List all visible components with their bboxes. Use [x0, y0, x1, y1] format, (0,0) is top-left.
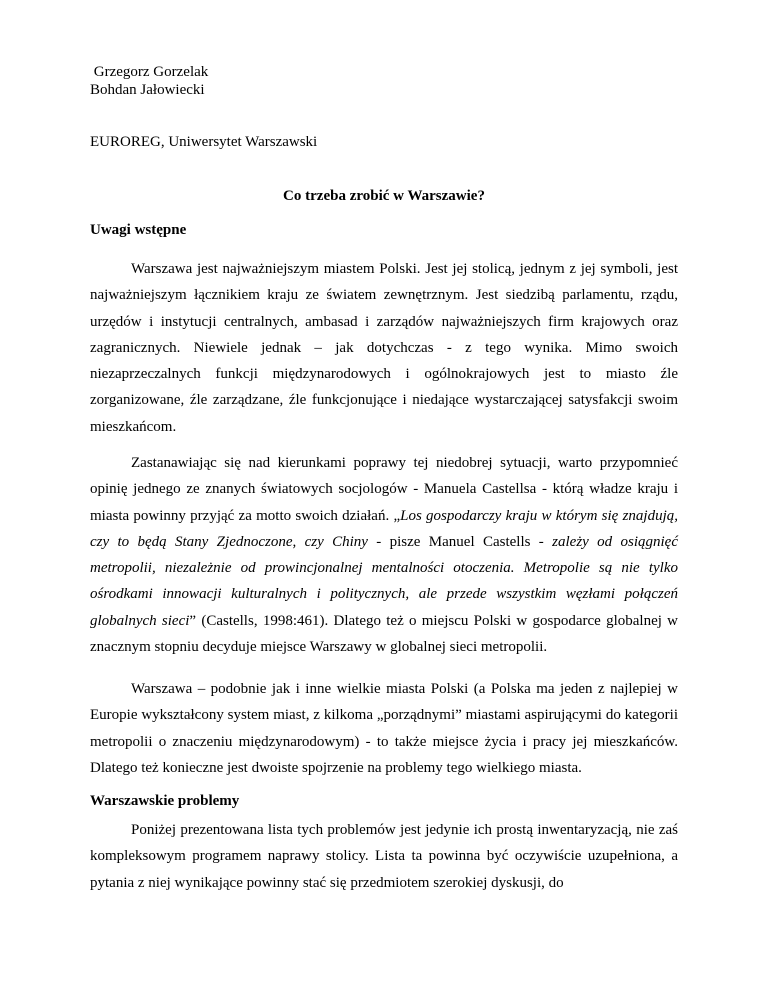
author-block	[90, 63, 208, 99]
quote-text: Los gospodarczy kraju w którym się znajdują, czy to będą Stany Zjednoczone, czy Chiny -	[90, 507, 678, 550]
paragraph-text: Zastanawiając się nad kierunkami poprawy tej niedobrej sytuacji, warto przypomnieć opinię jednego ze znanych światowych socjologów - Manuela Castellsa - którą władze kraju i miasta powinny przyjąć za motto swoich działań. „	[90, 455, 678, 524]
quote-text: zależy od osiągnięć metropolii, niezależnie od prowincjonalnej mentalności otoczenia. Metropolie są nie tylko ośrodkami innowacji kulturalnych i politycznych, ale przede wszystkim węzłami połączeń globalnych sieci	[90, 533, 678, 629]
paragraph-text: Warszawa jest najważniejszym miastem Polski. Jest jej stolicą, jednym z jej symboli, jest najważniejszym łącznikiem kraju ze światem zewnętrznym. Jest siedzibą parlamentu, rządu, urzędów i instytucji centralnych, ambasad i zarządów najważniejszych firm krajowych oraz zagranicznych. Niewiele jednak – jak dotychczas - z tego wynika. Mimo swoich niezaprzeczalnych funkcji międzynarodowych i ogólnokrajowych jest to miasto źle zorganizowane, źle zarządzane, źle funkcjonujące i niedające wystarczającej satysfakcji swoim mieszkańcom.	[90, 261, 678, 435]
paragraph	[90, 676, 678, 781]
affiliation: EUROREG, Uniwersytet Warszawski	[90, 134, 318, 150]
author-name: Grzegorz Gorzelak	[90, 64, 209, 80]
paragraph	[90, 256, 678, 440]
paragraph-text: ” (Castells, 1998:461). Dlatego też o miejscu Polski w gospodarce globalnej w znacznym stopniu decyduje miejsce Warszawy w globalnej sieci metropolii.	[90, 612, 678, 656]
paragraph	[90, 817, 678, 947]
paragraph-text: pisze Manuel Castells -	[381, 533, 553, 550]
section-heading-problems: Warszawskie problemy	[90, 793, 240, 809]
document-title: Co trzeba zrobić w Warszawie?	[283, 188, 485, 204]
paragraph-text: Poniżej prezentowana lista tych problemów jest jedynie ich prostą inwentaryzacją, nie zaś kompleksowym programem naprawy stolicy. Lista ta powinna być oczywiście uzupełniona, a pytania z niej wynikające powinny stać się przedmiotem szerokiej dyskusji, do	[90, 822, 678, 891]
paragraph	[90, 450, 678, 660]
section-heading-intro: Uwagi wstępne	[90, 222, 187, 238]
author-name: Bohdan Jałowiecki	[90, 82, 205, 98]
paragraph-text: Warszawa – podobnie jak i inne wielkie miasta Polski (a Polska ma jeden z najlepiej w Europie wykształcony system miast, z kilkoma „porządnymi” miastami aspirującymi do kategorii metropolii o znaczeniu międzynarodowym) - to także miejsce życia i pracy jej mieszkańców. Dlatego też konieczne jest dwoiste spojrzenie na problemy tego wielkiego miasta.	[90, 681, 678, 776]
